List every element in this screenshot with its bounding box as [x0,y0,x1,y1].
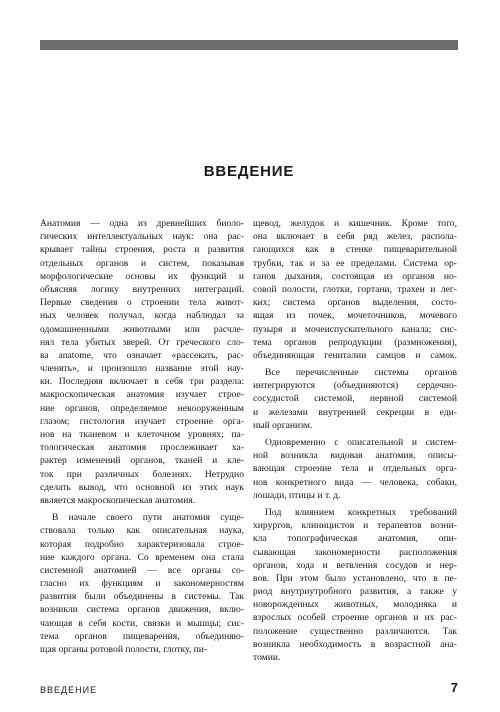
text-line: отдельных органов и систем, показывая [40,257,244,269]
text-line: ганов дыхания, состоящая из органов но- [253,270,457,282]
text-line: взрослых особей строение органов и их рас- [253,612,457,624]
text-line: Под влиянием конкретных требований [265,506,457,518]
text-line: членять», и произошло название этой нау- [40,363,244,375]
text-line: ток при различных болезнях. Нетрудно [40,468,244,480]
text-line: совой полости, глотки, гортани, трахеи и лег- [253,283,457,295]
text-line: одомашненными животными или расчле- [40,323,244,335]
text-line: томии. [253,652,281,663]
text-line: сосудистой системой, нервной системой [253,393,457,405]
text-line: тологическая анатомия прослеживает ха- [40,442,244,454]
text-line: ких; система органов выделения, состо- [253,297,457,309]
text-line: является макроскопическая анатомия. [40,494,196,506]
text-line: гических интеллектуальных наук: она рас- [40,231,244,243]
text-line: крывает тайны строения, роста и развития [40,244,244,256]
text-line: ние органов, определяемое невооруженным [40,402,244,414]
text-line: тема органов репродукции (размножения), [253,336,457,348]
text-line: возникла необходимость в возрастной ана- [253,638,457,650]
text-line: которая подробно характеризовала строе- [40,538,244,550]
text-line: ных человек получал, когда наблюдал за [40,310,244,322]
text-line: объединяющая гениталии самцов и самок. [253,349,457,361]
text-line: нял тела убитых зверей. От греческого сло- [40,336,244,348]
text-line: новорожденных животных, молодняка и [253,599,457,611]
text-line: ки. Последняя включает в себя три раздела: [40,376,244,388]
text-line: сывающая закономерности расположения [253,546,457,558]
text-line: морфологические основы их функций и [40,270,244,282]
text-line: Первые сведения о строении тела живот- [40,297,244,309]
text-line: положение существенно различаются. Так [253,625,457,637]
text-line: глазом; гистология изучает строение орга- [40,415,244,427]
text-line: риод внутриутробного развития, а также у [253,586,457,598]
text-line: трубки, так и за ее пределами. Система ор- [253,257,457,269]
text-line: интегрируются (объединяются) сердечно- [253,380,457,392]
text-line: вов. При этом было установлено, что в пе- [253,572,457,584]
text-line: кла топографическая анатомия, опи- [253,533,457,545]
text-line: объясняя логику внутренних интеграций. [40,283,244,295]
text-line: возникли система органов движения, вклю- [40,604,244,616]
text-line: ный организм. [253,419,313,431]
text-line: гласно их функциям и закономерностям [40,578,244,590]
text-line: ствовала только как описательная наука, [40,525,244,537]
text-line: вающая строение тела и отдельных орга- [253,463,457,475]
page-number: 7 [450,680,458,695]
text-line: лошади, птицы и т. д. [253,489,341,501]
text-line: гающихся как в стенке пищеварительной [253,244,457,256]
text-line: системной анатомией — все органы со- [40,564,244,576]
text-line: пузыря и мочеиспускательного канала; сис- [253,323,457,335]
text-line: органов, хода и ветвления сосудов и нер- [253,559,457,571]
text-line: хирургов, клиницистов и терапевтов возни- [253,520,457,532]
text-line: и железами внутренней секреции в еди- [253,406,457,418]
text-line: ной возникла видовая анатомия, описы- [253,450,457,462]
text-line: щая органы ротовой полости, глотку, пи- [40,644,208,655]
right-column [253,217,457,664]
text-line: ящая из почек, мочеточников, мочевого [253,310,457,322]
running-footer: ВВЕДЕНИЕ [40,685,98,695]
text-line: щевод, желудок и кишечник. Кроме того, [253,218,457,229]
text-line: макроскопическая анатомия изучает строе- [40,389,244,401]
text-line: Одновременно с описательной и систем- [265,437,457,448]
text-line: рактер изменений органов, тканей и кле- [40,455,244,467]
text-line: тема органов пищеварения, объединяю- [40,630,244,642]
left-column [40,217,244,656]
text-line: нов на тканевом и клеточном уровнях; па- [40,429,244,440]
text-line: ва anatome, что означает «рассекать, рас- [40,349,244,361]
text-line: Все перечисленные системы органов [265,367,457,379]
chapter-title: ВВЕДЕНИЕ [203,163,295,180]
text-line: В начале своего пути анатомия суще- [52,512,244,524]
text-line: ние каждого органа. Со временем она стала [40,551,244,563]
text-line: она включает в себя ряд желез, распола- [253,231,457,243]
text-line: развития были объединены в системы. Так [40,591,244,603]
text-line: нов конкретного вида — человека, собаки, [253,476,457,488]
text-line: сделать вывод, что основной из этих наук [40,481,244,493]
header-rule [40,40,458,50]
text-line: чающая в себя кости, связки и мышцы; сис- [40,617,244,629]
text-line: Анатомия — одна из древнейших биоло- [40,218,244,229]
